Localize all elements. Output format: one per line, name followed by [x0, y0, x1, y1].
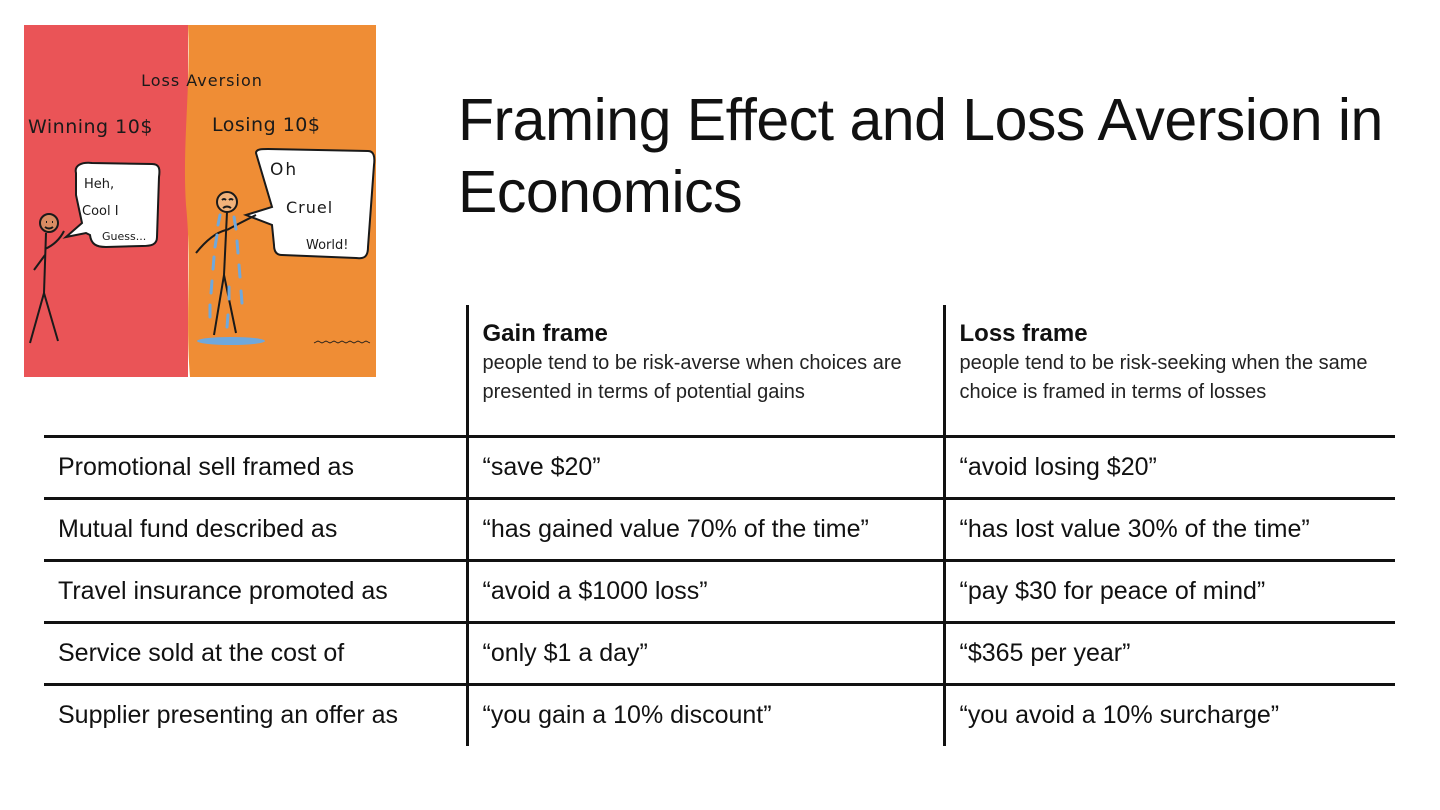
cartoon-right-label: Losing 10$	[212, 114, 321, 136]
gain-cell: “avoid a $1000 loss”	[467, 560, 944, 622]
right-speech-line-3: World!	[306, 238, 349, 253]
gain-cell: “only $1 a day”	[467, 622, 944, 684]
row-label: Travel insurance promoted as	[44, 560, 467, 622]
gain-cell: “you gain a 10% discount”	[467, 684, 944, 746]
row-label: Supplier presenting an offer as	[58, 701, 399, 730]
table-header-row	[44, 305, 1395, 436]
loss-cell: “$365 per year”	[944, 622, 1395, 684]
right-speech-line-1: Oh	[270, 160, 299, 180]
loss-cell: “you avoid a 10% surcharge”	[944, 684, 1395, 746]
table-row	[44, 436, 1395, 498]
framing-comparison-table	[44, 305, 1395, 746]
slide-title: Framing Effect and Loss Aversion in Economics	[458, 87, 1383, 225]
table-row	[44, 498, 1395, 560]
row-label: Mutual fund described as	[44, 498, 467, 560]
loss-cell: “pay $30 for peace of mind”	[944, 560, 1395, 622]
table-row	[44, 684, 1395, 746]
gain-frame-title: Gain frame	[482, 320, 608, 347]
loss-cell: “has lost value 30% of the time”	[944, 498, 1395, 560]
loss-frame-description: people tend to be risk-seeking when the same choice is framed in terms of losses	[959, 352, 1368, 403]
right-speech-line-2: Cruel	[286, 198, 334, 217]
table-row	[44, 560, 1395, 622]
gain-cell: “has gained value 70% of the time”	[467, 498, 944, 560]
gain-cell: “save $20”	[467, 436, 944, 498]
row-label: Promotional sell framed as	[44, 436, 467, 498]
header-empty-cell	[44, 305, 467, 436]
left-speech-line-2: Cool I	[82, 204, 119, 219]
cartoon-left-label: Winning 10$	[28, 116, 153, 138]
table-row	[44, 622, 1395, 684]
gain-frame-header	[467, 305, 944, 436]
loss-frame-title: Loss frame	[959, 320, 1088, 347]
cartoon-heading: Loss Aversion	[141, 71, 263, 90]
loss-cell: “avoid losing $20”	[944, 436, 1395, 498]
gain-frame-description: people tend to be risk-averse when choices are presented in terms of potential gains	[482, 352, 902, 403]
left-speech-line-1: Heh,	[84, 177, 115, 192]
left-speech-line-3: Guess...	[102, 230, 147, 243]
row-label: Service sold at the cost of	[44, 622, 467, 684]
loss-frame-header	[944, 305, 1395, 436]
